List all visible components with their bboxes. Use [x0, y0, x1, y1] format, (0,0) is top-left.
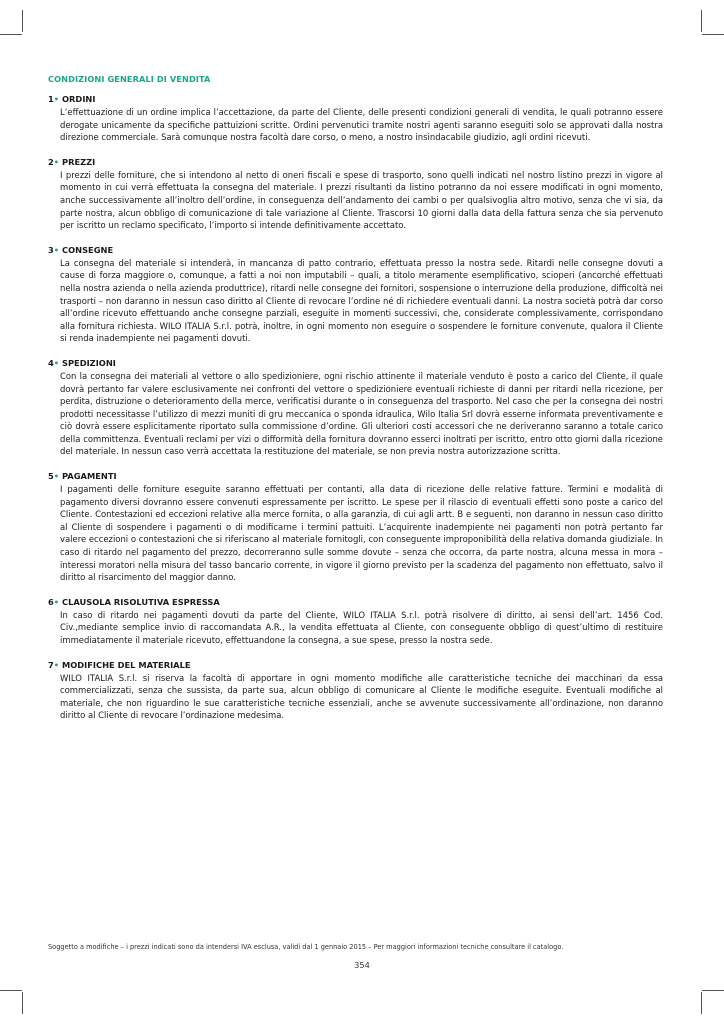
section-body: In caso di ritardo nei pagamenti dovuti da parte del Cliente, WILO ITALIA S.r.l. potrà risolvere di diritto, ai sensi dell’art. 1456 Cod. Civ.,mediante semplice invio di raccomandata A.R., la vendita effettuata al Cliente, con conseguente obbligo di quest’ultimo di restituire immediatamente il materiale ricevuto, effettuandone la consegna, a sue spese, presso la nostra sede. [60, 609, 663, 645]
section-number: 5 [48, 471, 54, 482]
section-title: PREZZI [61, 156, 96, 167]
section-heading [48, 244, 663, 257]
section-bullet: • [53, 471, 60, 482]
section-number: 3 [48, 244, 54, 255]
section-ordini [48, 93, 663, 144]
crop-mark-bottom-right-horizontal [702, 990, 724, 991]
section-body: La consegna del materiale si intenderà, in mancanza di patto contrario, effettuata presso la nostra sede. Ritardi nelle consegne dovuti a cause di forza maggiore o, comunque, a fatti a noi non imputabili – quali, a titolo meramente esemplificativo, scioperi (ancorché effettuati nella nostra azienda o nella azienda produttrice), ritardi nelle consegne dei fornitori, sospensione o interruzione della produzione, difficoltà nei trasporti – non daranno in nessun caso diritto al Cliente di revocare l’ordine né di richiedere eventuali danni. La nostra società potrà dar corso all’ordine ricevuto effettuando anche consegne parziali, eseguite in momenti successivi, che, considerate complessivamente, corrispondano alla fornitura richiesta. WILO ITALIA S.r.l. potrà, inoltre, in ogni momento non eseguire o sospendere le forniture convenute, qualora il Cliente si renda inadempiente nei pagamenti dovuti. [60, 257, 663, 344]
section-body: I prezzi delle forniture, che si intendono al netto di oneri fiscali e spese di trasporto, sono quelli indicati nel nostro listino prezzi in vigore al momento in cui verrà effettuata la consegna del materiale. I prezzi risultanti da listino potranno da noi essere modificati in ogni momento, anche successivamente all’inoltro dell’ordine, in conseguenza dell’andamento dei cambi o per qualsivoglia altro motivo, senza che vi sia, da parte nostra, alcun obbligo di comunicazione di tale variazione al Cliente. Trascorsi 10 giorni dalla data della fattura senza che sia pervenuto per iscritto un reclamo specificato, l’importo si intende definitivamente accettato. [60, 169, 663, 231]
section-consegne [48, 244, 663, 345]
section-bullet: • [53, 244, 60, 255]
section-body: WILO ITALIA S.r.l. si riserva la facoltà di apportare in ogni momento modifiche alle caratteristiche tecniche dei macchinari da essa commercializzati, senza che sussista, da parte sua, alcun obbligo di comunicare al Cliente le modifiche eseguite. Eventuali modifiche al materiale, che non riguardino le sue caratteristiche tecniche essenziali, anche se avvenute successivamente all’ordinazione, non daranno diritto al Cliente di revocare l’ordinazione medesima. [60, 672, 663, 721]
section-body: I pagamenti delle forniture eseguite saranno effettuati per contanti, alla data di ricezione delle relative fatture. Termini e modalità di pagamento diversi dovranno essere convenuti espressamente per iscritto. Le spese per il rilascio di eventuali effetti sono poste a carico del Cliente. Contestazioni ed eccezioni relative alla merce fornita, o alla garanzia, di cui agli artt. B e seguenti, non daranno in nessun caso diritto al Cliente di sospendere i pagamenti o di modificarne i termini pattuiti. L’acquirente inadempiente nei pagamenti non potrà pertanto far valere eccezioni o contestazioni che si riferiscano al materiale fornitogli, con conseguente improponibilità della relativa domanda giudiziale. In caso di ritardo nel pagamento del prezzo, decorreranno sulle somme dovute – senza che occorra, da parte nostra, alcuna messa in mora – interessi moratori nella misura del tasso bancario corrente, in vigore il giorno previsto per la scadenza del pagamento non effettuato, salvo il diritto al risarcimento del maggior danno. [60, 484, 663, 583]
document-content [48, 74, 663, 734]
crop-mark-top-left-horizontal [0, 34, 22, 35]
crop-mark-bottom-left-horizontal [0, 990, 22, 991]
crop-mark-bottom-right-vertical [701, 992, 702, 1014]
crop-mark-top-right-vertical [701, 10, 702, 32]
section-heading [48, 357, 663, 370]
section-clausola-risolutiva [48, 596, 663, 647]
page-number: 354 [354, 960, 370, 970]
footer-note: Soggetto a modifiche – i prezzi indicati sono da intendersi IVA esclusa, validi dal 1 gennaio 2015 – Per maggiori informazioni tecniche consultare il catalogo. [48, 943, 564, 951]
section-heading [48, 156, 663, 169]
section-heading [48, 596, 663, 609]
section-number: 6 [48, 596, 54, 607]
section-bullet: • [53, 156, 60, 167]
section-spedizioni [48, 357, 663, 458]
section-title: SPEDIZIONI [61, 357, 116, 368]
section-number: 4 [48, 357, 54, 368]
crop-mark-top-left-vertical [22, 10, 23, 32]
section-heading [48, 93, 663, 106]
section-title: MODIFICHE DEL MATERIALE [61, 659, 191, 670]
section-bullet: • [53, 357, 60, 368]
section-modifiche-materiale [48, 659, 663, 722]
section-prezzi [48, 156, 663, 232]
crop-mark-bottom-left-vertical [22, 992, 23, 1014]
section-number: 2 [48, 156, 54, 167]
section-body: Con la consegna dei materiali al vettore o allo spedizioniere, ogni rischio attinente il materiale venduto è posto a carico del Cliente, il quale dovrà pertanto far valere esclusivamente nei confronti del vettore o spedizioniere eventuali richieste di danni per ritardi nella ricezione, per perdita, distruzione o deterioramento della merce, verificatisi durante o in conseguenza del trasporto. Nel caso che per la consegna dei nostri prodotti necessitasse l’utilizzo di mezzi muniti di gru meccanica o sponda idraulica, Wilo Italia Srl dovrà esserne informata preventivamente e ciò dovrà essere esplicitamente riportato sulla commissione d’ordine. Gli ulteriori costi accessori che ne deriveranno saranno a totale carico della committenza. Eventuali reclami per vizi o difformità della fornitura dovranno esserci inoltrati per iscritto, entro otto giorni dalla ricezione del materiale. In nessun caso verrà accettata la restituzione del materiale, se non previa nostra autorizzazione scritta. [60, 370, 663, 457]
section-bullet: • [53, 596, 60, 607]
section-bullet: • [53, 94, 60, 104]
section-title: PAGAMENTI [61, 471, 117, 482]
section-title: ORDINI [61, 94, 96, 104]
crop-mark-top-right-horizontal [702, 34, 724, 35]
section-body: L’effettuazione di un ordine implica l’accettazione, da parte del Cliente, delle presenti condizioni generali di vendita, le quali potranno essere derogate unicamente da specifiche pattuizioni scritte. Ordini pervenutici tramite nostri agenti saranno eseguiti solo se approvati dalla nostra direzione commerciale. Sarà comunque nostra facoltà dare corso, o meno, a nostro insindacabile giudizio, agli ordini ricevuti. [60, 107, 663, 143]
section-bullet: • [53, 659, 60, 670]
section-heading [48, 470, 663, 483]
section-number: 7 [48, 659, 54, 670]
section-title: CONSEGNE [61, 244, 114, 255]
section-heading [48, 659, 663, 672]
section-number: 1 [48, 94, 54, 104]
section-title: CLAUSOLA RISOLUTIVA ESPRESSA [61, 596, 220, 607]
document-title: CONDIZIONI GENERALI DI VENDITA [48, 74, 211, 84]
section-pagamenti [48, 470, 663, 584]
